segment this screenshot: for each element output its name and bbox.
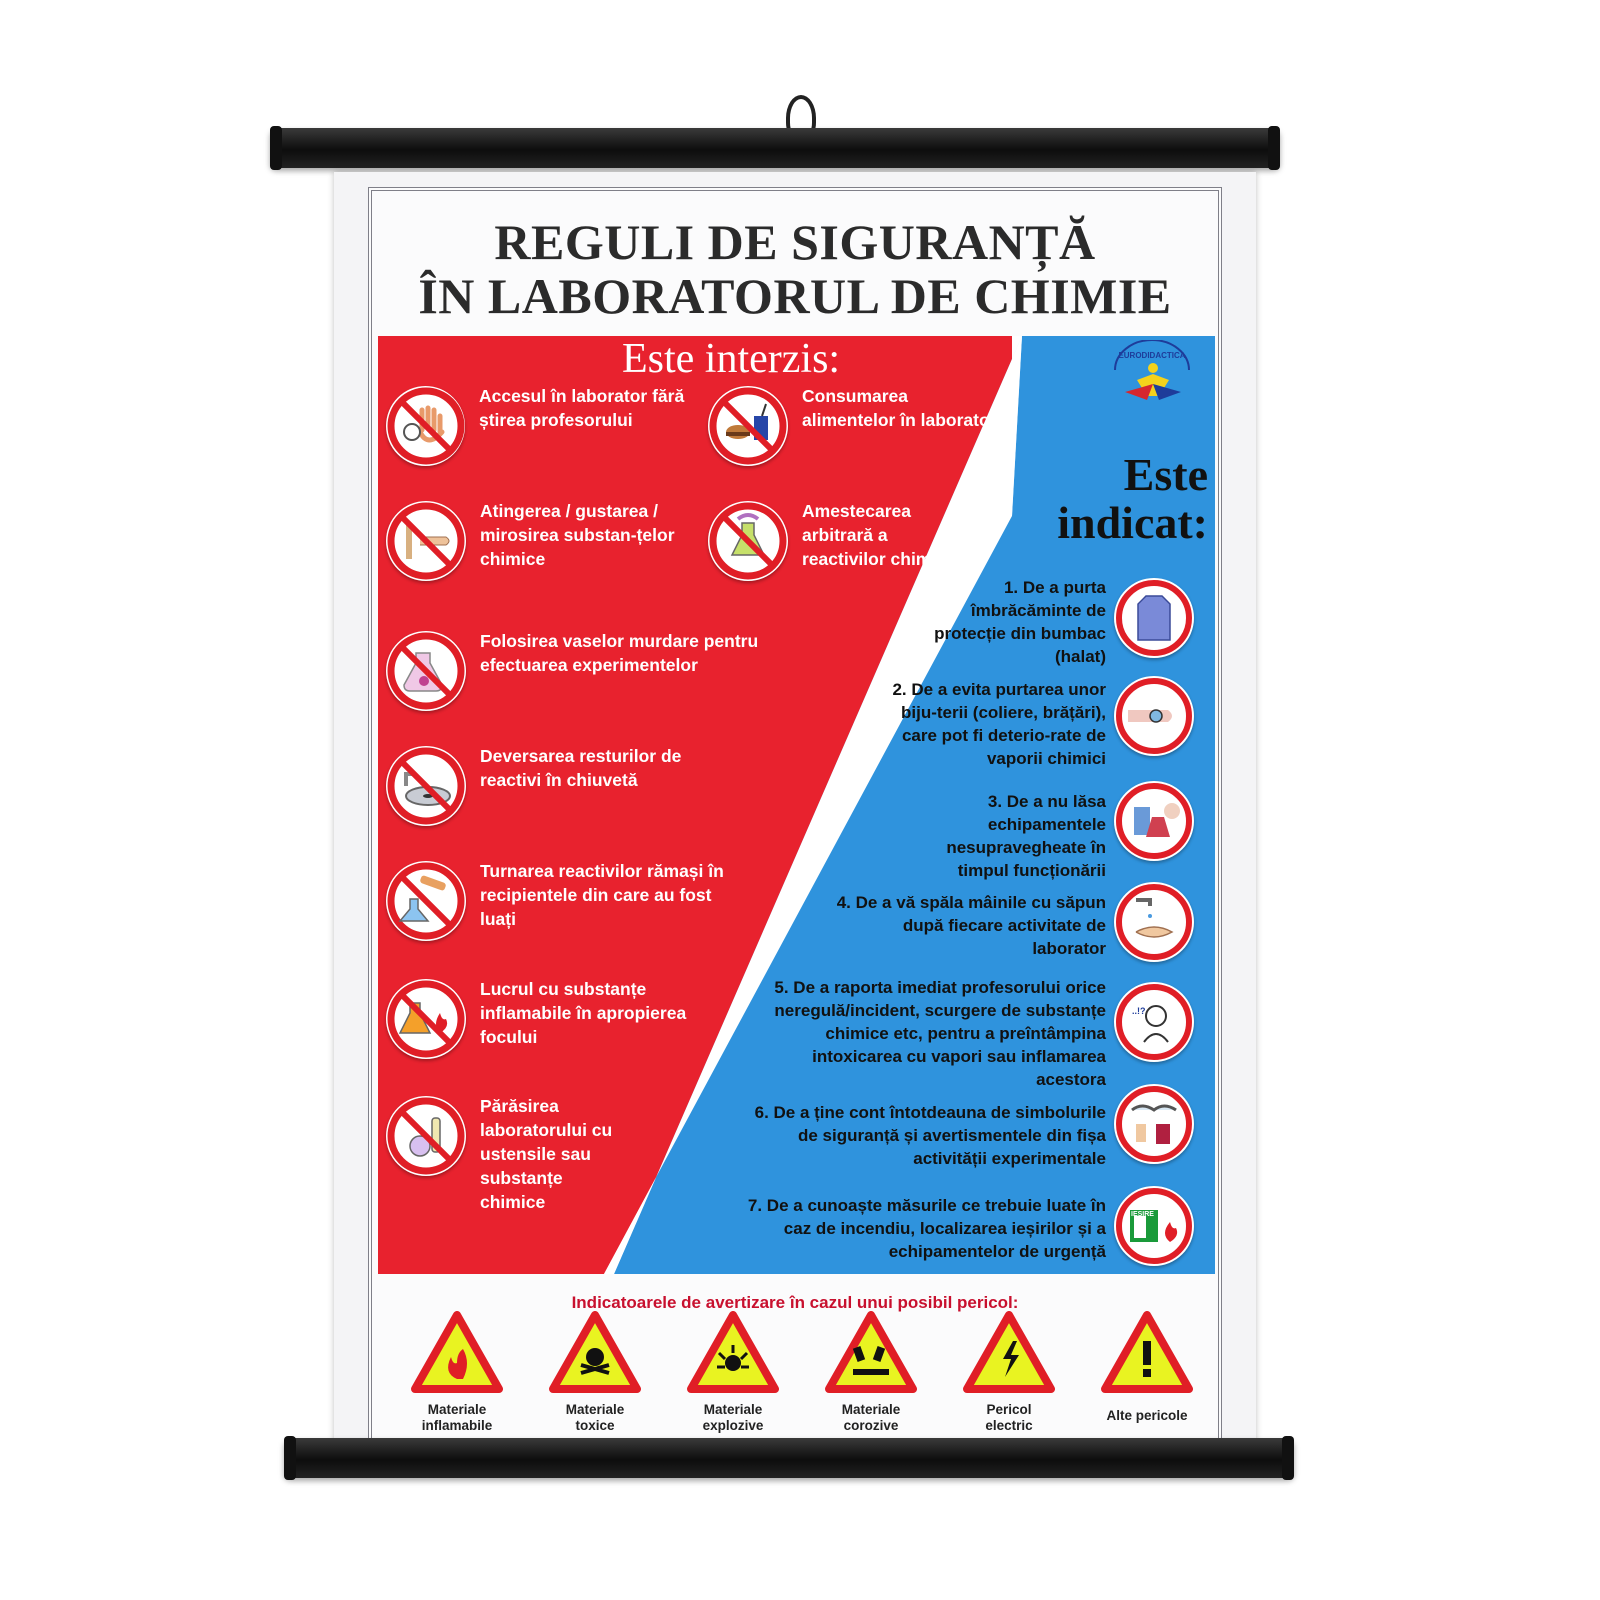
warning-corrosive-label2: corozive — [843, 1418, 899, 1433]
lab-coat-icon — [1114, 578, 1194, 658]
dirty-glassware-icon — [386, 631, 466, 711]
indicat-item-1-text: 1. De a purta îmbrăcăminte de protecție din bumbac (halat) — [934, 578, 1106, 666]
skull-warning-icon — [549, 1311, 641, 1393]
warning-toxic — [530, 1311, 660, 1434]
equipment-icon — [1114, 781, 1194, 861]
hand-wash-icon — [1114, 882, 1194, 962]
interzis-item-4 — [708, 501, 1008, 581]
warning-toxic-label2: toxice — [575, 1418, 615, 1433]
lab-utensils-icon — [386, 1096, 466, 1176]
poster-title-line2: ÎN LABORATORUL DE CHIMIE — [418, 268, 1172, 324]
pouring-icon — [386, 861, 466, 941]
warning-electric-label1: Pericol — [986, 1402, 1032, 1417]
bottom-rod — [284, 1438, 1294, 1478]
interzis-item-6 — [386, 746, 746, 826]
flame-flask-icon — [386, 979, 466, 1059]
emergency-exit-icon — [1114, 1186, 1194, 1266]
warning-explosive — [668, 1311, 798, 1434]
indicat-item-6-text: 6. De a ține cont întotdeauna de simbolurile de siguranță și avertismentele din fișa activității experimentale — [754, 1103, 1106, 1168]
indicat-item-2-text: 2. De a evita purtarea unor biju-terii (coliere, brățări), care pot fi deterio-rate de vaporii chimici — [892, 680, 1106, 768]
interzis-item-4-text: Amestecarea arbitrară a reactivilor chimici — [802, 501, 951, 569]
stop-hand-icon — [386, 386, 465, 466]
interzis-item-8-text: Lucrul cu substanțe inflamabile în apropierea focului — [480, 979, 687, 1047]
report-incident-icon — [1114, 982, 1194, 1062]
bracelet-icon — [1114, 676, 1194, 756]
warning-flammable-label2: inflamabile — [421, 1418, 493, 1433]
interzis-item-8 — [386, 979, 716, 1059]
eurodidactica-logo — [1107, 340, 1187, 400]
indicat-heading-line2: indicat: — [1057, 497, 1208, 548]
rules-panel — [372, 336, 1218, 1311]
exit-sign-label: IEȘIRE — [1131, 1211, 1154, 1218]
interzis-item-2-text: Consumarea alimentelor în laborator — [802, 386, 997, 430]
interzis-item-9 — [386, 1096, 716, 1214]
poster-frame — [368, 187, 1222, 1451]
safety-symbols-icon — [1114, 1084, 1194, 1164]
warning-toxic-label1: Materiale — [565, 1402, 625, 1417]
warning-electric — [944, 1311, 1074, 1434]
flame-warning-icon — [411, 1311, 503, 1393]
warning-corrosive-label1: Materiale — [841, 1402, 901, 1417]
warning-electric-label2: electric — [985, 1418, 1033, 1433]
indicat-item-3-text: 3. De a nu lăsa echipamentele nesupravegheate în timpul funcționării — [946, 792, 1106, 880]
interzis-item-2 — [708, 386, 1008, 466]
interzis-item-5 — [386, 631, 866, 711]
interzis-item-1-text: Accesul în laborator fără știrea profesorului — [478, 386, 685, 430]
interzis-item-7 — [386, 861, 746, 941]
indicat-heading — [1057, 451, 1208, 547]
corrosive-warning-icon — [825, 1311, 917, 1393]
sink-icon — [386, 746, 466, 826]
warnings-title: Indicatoarele de avertizare în cazul unui posibil pericol: — [571, 1293, 1019, 1312]
mixing-flask-icon — [708, 501, 788, 581]
warning-flammable — [392, 1311, 522, 1434]
electric-warning-icon — [963, 1311, 1055, 1393]
svg-text:EURODIDACTICA: EURODIDACTICA — [1118, 351, 1186, 360]
indicat-item-5-text: 5. De a raporta imediat profesorului orice neregulă/incident, scurgere de substanțe chimice etc, pentru a preîntâmpina intoxicarea cu vapori sau inflamarea acestora — [774, 978, 1106, 1089]
touch-substance-icon — [386, 501, 466, 581]
indicat-item-7-text: 7. De a cunoaște măsurile ce trebuie luate în caz de incendiu, localizarea ieșirilor și a echipamentelor de urgență — [747, 1196, 1106, 1261]
warning-explosive-label1: Materiale — [703, 1402, 763, 1417]
warning-other-label1: Alte pericole — [1106, 1408, 1188, 1423]
interzis-item-7-text: Turnarea reactivilor rămași în recipientele din care au fost luați — [480, 861, 724, 929]
interzis-item-9-text: Părăsirea laboratorului cu ustensile sau substanțe chimice — [480, 1096, 613, 1212]
interzis-item-3 — [386, 501, 716, 581]
interzis-item-3-text: Atingerea / gustarea / mirosirea substan-țelor chimice — [480, 501, 675, 569]
warning-flammable-label1: Materiale — [427, 1402, 487, 1417]
food-drink-icon — [708, 386, 788, 466]
indicat-item-4-text: 4. De a vă spăla mâinile cu săpun după fiecare activitate de laborator — [836, 893, 1106, 958]
explosion-warning-icon — [687, 1311, 779, 1393]
warning-corrosive — [806, 1311, 936, 1434]
interzis-item-5-text: Folosirea vaselor murdare pentru efectuarea experimentelor — [480, 631, 759, 675]
exclamation-warning-icon — [1101, 1311, 1193, 1393]
svg-text:..!?: ..!? — [1132, 1006, 1146, 1016]
interzis-item-1 — [386, 386, 706, 466]
interzis-item-6-text: Deversarea resturilor de reactivi în chiuvetă — [480, 746, 682, 790]
warning-explosive-label2: explozive — [702, 1418, 764, 1433]
top-rod — [270, 128, 1280, 168]
interzis-heading: Este interzis: — [622, 336, 841, 382]
indicat-heading-line1: Este — [1123, 449, 1208, 500]
safety-poster — [334, 172, 1256, 1468]
warning-other — [1082, 1311, 1212, 1424]
poster-title-line1: REGULI DE SIGURANȚĂ — [494, 214, 1096, 270]
